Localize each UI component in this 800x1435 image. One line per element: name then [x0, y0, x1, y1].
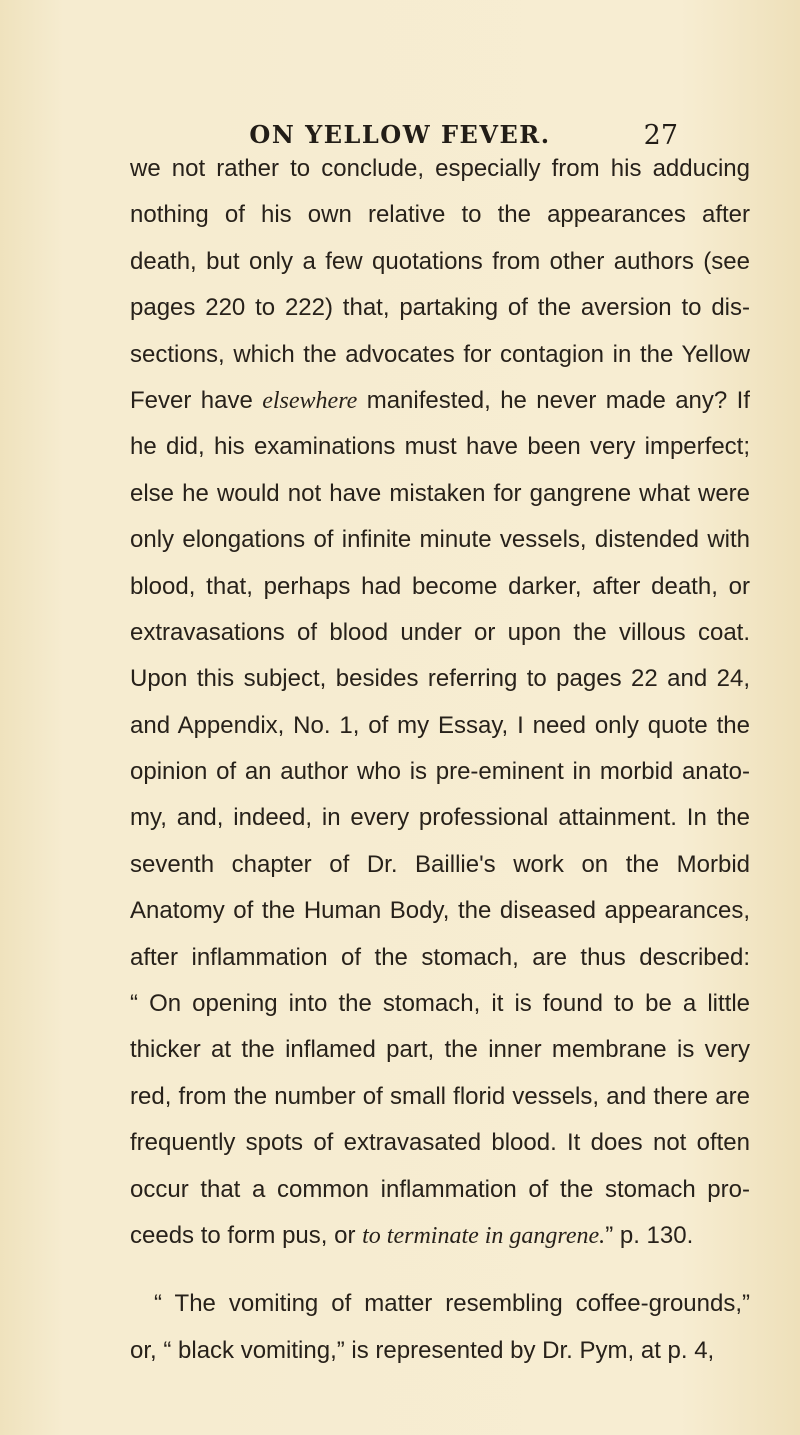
text-line: nothing of his own relative to the appearances after	[130, 201, 750, 229]
text-line: blood, that, perhaps had become darker, after death, or	[130, 572, 750, 600]
paragraph	[130, 146, 750, 1259]
text-line	[130, 1213, 750, 1259]
text-run: Fever have	[130, 386, 263, 414]
body-text	[130, 146, 750, 1374]
text-line: frequently spots of extravasated blood. It does not often	[130, 1129, 750, 1157]
text-line: “ On opening into the stomach, it is found to be a little	[130, 990, 750, 1018]
paragraph-gap	[130, 1259, 750, 1281]
text-line: pages 220 to 222) that, partaking of the aversion to dis-	[130, 294, 750, 322]
text-line: thicker at the inflamed part, the inner membrane is very	[130, 1036, 750, 1064]
text-line: and Appendix, No. 1, of my Essay, I need only quote the	[130, 711, 750, 739]
text-run: manifested, he never made any? If	[357, 386, 750, 414]
text-line: after inflammation of the stomach, are thus described:	[130, 943, 750, 971]
text-line: or, “ black vomiting,” is represented by Dr. Pym, at p. 4,	[130, 1336, 715, 1364]
text-line: he did, his examinations must have been very imperfect;	[130, 433, 750, 461]
text-run: ceeds to form pus, or	[130, 1221, 363, 1249]
text-line: we not rather to conclude, especially from his adducing	[130, 155, 750, 182]
text-line: seventh chapter of Dr. Baillie's work on the Morbid	[130, 850, 750, 878]
text-run: ” p. 130.	[605, 1221, 694, 1249]
text-line: else he would not have mistaken for gangrene what were	[130, 479, 750, 507]
text-line: only elongations of infinite minute vessels, distended with	[130, 526, 750, 554]
text-line: death, but only a few quotations from other authors (see	[130, 247, 750, 275]
text-line: red, from the number of small florid vessels, and there are	[130, 1082, 750, 1110]
text-line: opinion of an author who is pre-eminent in morbid anato-	[130, 758, 750, 786]
paragraph	[130, 1281, 750, 1374]
text-line	[130, 378, 750, 424]
text-line: sections, which the advocates for contagion in the Yellow	[130, 340, 750, 368]
text-line: Anatomy of the Human Body, the diseased appearances,	[130, 897, 750, 925]
italic-run: elsewhere	[262, 387, 358, 414]
text-line: extravasations of blood under or upon the villous coat.	[130, 618, 750, 646]
text-line: my, and, indeed, in every professional attainment. In the	[130, 804, 750, 832]
text-line: occur that a common inflammation of the stomach pro-	[130, 1175, 750, 1203]
text-line: “ The vomiting of matter resembling coffee-grounds,”	[154, 1290, 750, 1318]
running-title: ON YELLOW FEVER.	[249, 120, 551, 149]
page-number: 27	[643, 120, 678, 151]
italic-run: to terminate in gangrene.	[362, 1222, 606, 1249]
text-line: Upon this subject, besides referring to pages 22 and 24,	[130, 665, 750, 693]
